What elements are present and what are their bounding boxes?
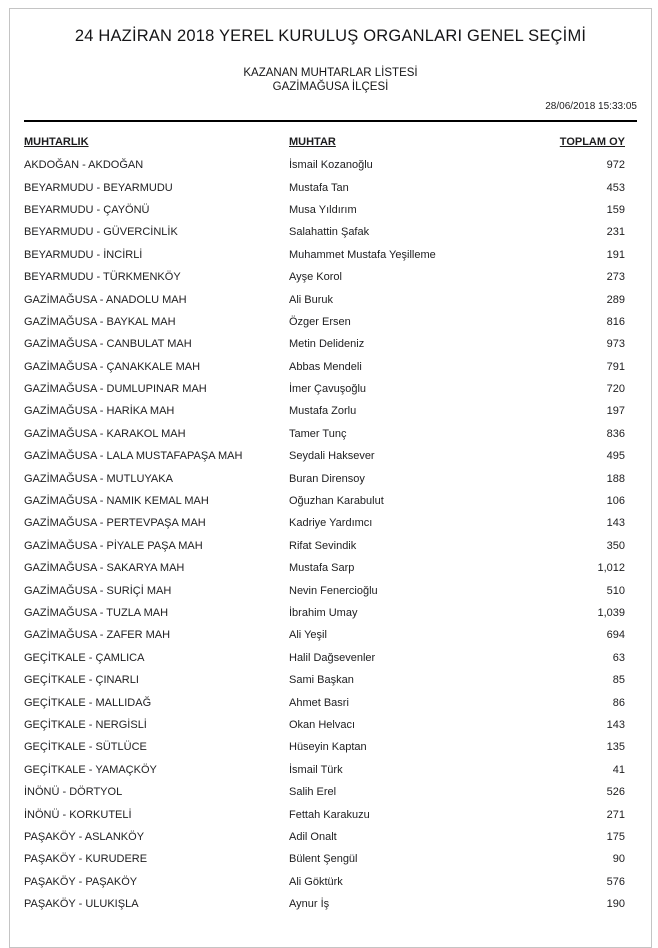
toplam-oy-cell: 41 <box>612 763 625 776</box>
muhtar-cell: Okan Helvacı <box>289 718 356 731</box>
muhtarlik-cell: PAŞAKÖY - ULUKIŞLA <box>24 898 139 911</box>
muhtarlik-cell: BEYARMUDU - ÇAYÖNÜ <box>24 203 150 216</box>
toplam-oy-cell: 135 <box>606 741 625 754</box>
page-title: 24 HAZİRAN 2018 YEREL KURULUŞ ORGANLARI GENEL SEÇİMİ <box>74 27 587 45</box>
muhtarlik-cell: GAZİMAĞUSA - LALA MUSTAFAPAŞA MAH <box>24 450 243 463</box>
muhtarlik-cell: İNÖNÜ - DÖRTYOL <box>24 786 123 799</box>
toplam-oy-cell: 694 <box>606 629 625 642</box>
muhtar-cell: İsmail Kozanoğlu <box>289 159 373 172</box>
toplam-oy-cell: 188 <box>606 472 625 485</box>
muhtarlik-cell: GAZİMAĞUSA - PİYALE PAŞA MAH <box>24 539 203 552</box>
toplam-oy-cell: 175 <box>606 830 625 843</box>
table-row <box>24 624 637 646</box>
muhtar-cell: Ayşe Korol <box>289 271 342 284</box>
muhtarlik-cell: GAZİMAĞUSA - DUMLUPINAR MAH <box>24 383 207 396</box>
column-header-muhtarlik: MUHTARLIK <box>24 136 89 148</box>
muhtarlik-cell: BEYARMUDU - TÜRKMENKÖY <box>24 271 181 284</box>
column-header-muhtar: MUHTAR <box>289 136 336 148</box>
toplam-oy-cell: 576 <box>606 875 625 888</box>
toplam-oy-cell: 271 <box>606 808 625 821</box>
muhtar-cell: Mustafa Tan <box>289 181 349 194</box>
muhtar-cell: Musa Yıldırım <box>289 203 357 216</box>
results-table <box>24 130 637 915</box>
muhtarlik-cell: GAZİMAĞUSA - SAKARYA MAH <box>24 562 185 575</box>
table-row <box>24 535 637 557</box>
table-row <box>24 199 637 221</box>
toplam-oy-cell: 1,012 <box>597 562 625 575</box>
muhtarlik-cell: AKDOĞAN - AKDOĞAN <box>24 159 144 172</box>
muhtar-cell: İbrahim Umay <box>289 607 358 619</box>
table-row <box>24 423 637 445</box>
muhtarlik-cell: İNÖNÜ - KORKUTELİ <box>24 808 132 821</box>
table-row <box>24 803 637 825</box>
muhtarlik-cell: GEÇİTKALE - SÜTLÜCE <box>24 741 147 754</box>
muhtarlik-cell: GAZİMAĞUSA - ANADOLU MAH <box>24 293 187 306</box>
table-row <box>24 669 637 691</box>
table-row <box>24 759 637 781</box>
muhtar-cell: İsmail Türk <box>289 763 343 776</box>
muhtarlik-cell: GAZİMAĞUSA - KARAKOL MAH <box>24 427 186 440</box>
toplam-oy-cell: 86 <box>612 696 625 709</box>
muhtarlik-cell: BEYARMUDU - BEYARMUDU <box>24 181 173 194</box>
toplam-oy-cell: 791 <box>606 360 625 373</box>
muhtar-cell: Oğuzhan Karabulut <box>289 495 384 508</box>
muhtar-cell: Tamer Tunç <box>289 427 347 440</box>
table-row <box>24 736 637 758</box>
muhtarlik-cell: PAŞAKÖY - PAŞAKÖY <box>24 875 138 888</box>
muhtar-cell: Mustafa Zorlu <box>289 405 357 418</box>
muhtar-cell: Seydali Haksever <box>289 450 375 463</box>
table-row <box>24 490 637 512</box>
muhtarlik-cell: GAZİMAĞUSA - MUTLUYAKA <box>24 472 173 485</box>
muhtar-cell: Mustafa Sarp <box>289 562 355 575</box>
table-row <box>24 266 637 288</box>
district-subtitle: GAZİMAĞUSA İLÇESİ <box>272 81 389 93</box>
table-row <box>24 557 637 579</box>
table-row <box>24 221 637 243</box>
muhtar-cell: Ahmet Basri <box>289 696 349 709</box>
table-header-row <box>24 130 637 154</box>
toplam-oy-cell: 495 <box>606 450 625 463</box>
table-row <box>24 826 637 848</box>
muhtar-cell: İmer Çavuşoğlu <box>289 383 367 396</box>
muhtarlik-cell: GEÇİTKALE - ÇAMLICA <box>24 651 145 664</box>
list-subtitle: KAZANAN MUHTARLAR LİSTESİ <box>243 67 418 79</box>
toplam-oy-cell: 1,039 <box>597 607 625 619</box>
toplam-oy-cell: 273 <box>606 271 625 284</box>
muhtarlik-cell: GAZİMAĞUSA - ZAFER MAH <box>24 629 171 642</box>
toplam-oy-cell: 231 <box>606 226 625 239</box>
table-row <box>24 400 637 422</box>
toplam-oy-cell: 197 <box>606 405 625 418</box>
muhtar-cell: Bülent Şengül <box>289 853 358 866</box>
muhtarlik-cell: GAZİMAĞUSA - NAMIK KEMAL MAH <box>24 495 209 508</box>
muhtarlik-cell: PAŞAKÖY - KURUDERE <box>24 853 148 866</box>
table-row <box>24 647 637 669</box>
muhtar-cell: Salih Erel <box>289 786 337 799</box>
muhtarlik-cell: BEYARMUDU - GÜVERCİNLİK <box>24 226 178 239</box>
muhtar-cell: Ali Buruk <box>289 293 334 306</box>
muhtarlik-cell: GAZİMAĞUSA - PERTEVPAŞA MAH <box>24 517 206 530</box>
toplam-oy-cell: 63 <box>612 651 625 664</box>
table-row <box>24 893 637 915</box>
muhtarlik-cell: GAZİMAĞUSA - CANBULAT MAH <box>24 338 192 351</box>
muhtar-cell: Aynur İş <box>289 898 330 911</box>
table-row <box>24 378 637 400</box>
toplam-oy-cell: 143 <box>606 517 625 530</box>
muhtar-cell: Ali Göktürk <box>289 875 343 888</box>
muhtar-cell: Halil Dağsevenler <box>289 651 376 664</box>
toplam-oy-cell: 85 <box>612 674 625 687</box>
toplam-oy-cell: 816 <box>606 315 625 328</box>
muhtar-cell: Metin Delideniz <box>289 338 365 351</box>
muhtarlik-cell: BEYARMUDU - İNCİRLİ <box>24 248 143 261</box>
muhtar-cell: Özger Ersen <box>289 315 351 328</box>
toplam-oy-cell: 106 <box>606 495 625 508</box>
toplam-oy-cell: 510 <box>606 584 625 597</box>
document-page <box>9 8 652 948</box>
table-row <box>24 445 637 467</box>
table-body <box>24 154 637 915</box>
muhtar-cell: Hüseyin Kaptan <box>289 741 367 754</box>
muhtar-cell: Nevin Fenercioğlu <box>289 584 378 597</box>
muhtarlik-cell: GEÇİTKALE - ÇINARLI <box>24 674 139 687</box>
toplam-oy-cell: 143 <box>606 718 625 731</box>
toplam-oy-cell: 453 <box>606 181 625 194</box>
header-divider <box>24 120 637 122</box>
muhtar-cell: Kadriye Yardımcı <box>289 517 373 530</box>
table-row <box>24 579 637 601</box>
muhtarlik-cell: GEÇİTKALE - NERGİSLİ <box>24 718 147 731</box>
table-row <box>24 154 637 176</box>
subtitle-block <box>10 66 651 94</box>
muhtarlik-cell: GAZİMAĞUSA - SURİÇİ MAH <box>24 584 172 597</box>
table-row <box>24 714 637 736</box>
table-row <box>24 288 637 310</box>
muhtar-cell: Ali Yeşil <box>289 629 327 642</box>
table-row <box>24 176 637 198</box>
table-row <box>24 356 637 378</box>
toplam-oy-cell: 190 <box>606 898 625 911</box>
muhtar-cell: Muhammet Mustafa Yeşilleme <box>289 248 436 261</box>
muhtarlik-cell: PAŞAKÖY - ASLANKÖY <box>24 830 145 843</box>
muhtarlik-cell: GAZİMAĞUSA - HARİKA MAH <box>24 405 175 418</box>
muhtarlik-cell: GEÇİTKALE - MALLIDAĞ <box>24 696 152 709</box>
toplam-oy-cell: 720 <box>606 383 625 396</box>
toplam-oy-cell: 350 <box>606 539 625 552</box>
muhtar-cell: Abbas Mendeli <box>289 360 362 373</box>
table-row <box>24 333 637 355</box>
toplam-oy-cell: 836 <box>606 427 625 440</box>
muhtar-cell: Fettah Karakuzu <box>289 808 370 821</box>
toplam-oy-cell: 159 <box>606 203 625 216</box>
muhtarlik-cell: GEÇİTKALE - YAMAÇKÖY <box>24 763 157 776</box>
muhtar-cell: Rifat Sevindik <box>289 539 357 552</box>
table-row <box>24 871 637 893</box>
table-row <box>24 848 637 870</box>
column-header-toplam-oy: TOPLAM OY <box>559 136 625 148</box>
toplam-oy-cell: 526 <box>606 786 625 799</box>
muhtarlik-cell: GAZİMAĞUSA - TUZLA MAH <box>24 607 169 619</box>
toplam-oy-cell: 973 <box>606 338 625 351</box>
muhtar-cell: Salahattin Şafak <box>289 226 370 239</box>
muhtar-cell: Adil Onalt <box>289 830 337 843</box>
table-row <box>24 602 637 624</box>
table-row <box>24 244 637 266</box>
table-row <box>24 512 637 534</box>
table-row <box>24 467 637 489</box>
muhtarlik-cell: GAZİMAĞUSA - BAYKAL MAH <box>24 315 176 328</box>
muhtarlik-cell: GAZİMAĞUSA - ÇANAKKALE MAH <box>24 360 201 373</box>
table-row <box>24 691 637 713</box>
muhtar-cell: Sami Başkan <box>289 674 354 687</box>
muhtar-cell: Buran Dirensoy <box>289 472 365 485</box>
toplam-oy-cell: 972 <box>606 159 625 172</box>
toplam-oy-cell: 289 <box>606 293 625 306</box>
report-timestamp: 28/06/2018 15:33:05 <box>545 101 637 112</box>
toplam-oy-cell: 191 <box>606 248 625 261</box>
table-row <box>24 781 637 803</box>
table-row <box>24 311 637 333</box>
toplam-oy-cell: 90 <box>612 853 625 866</box>
